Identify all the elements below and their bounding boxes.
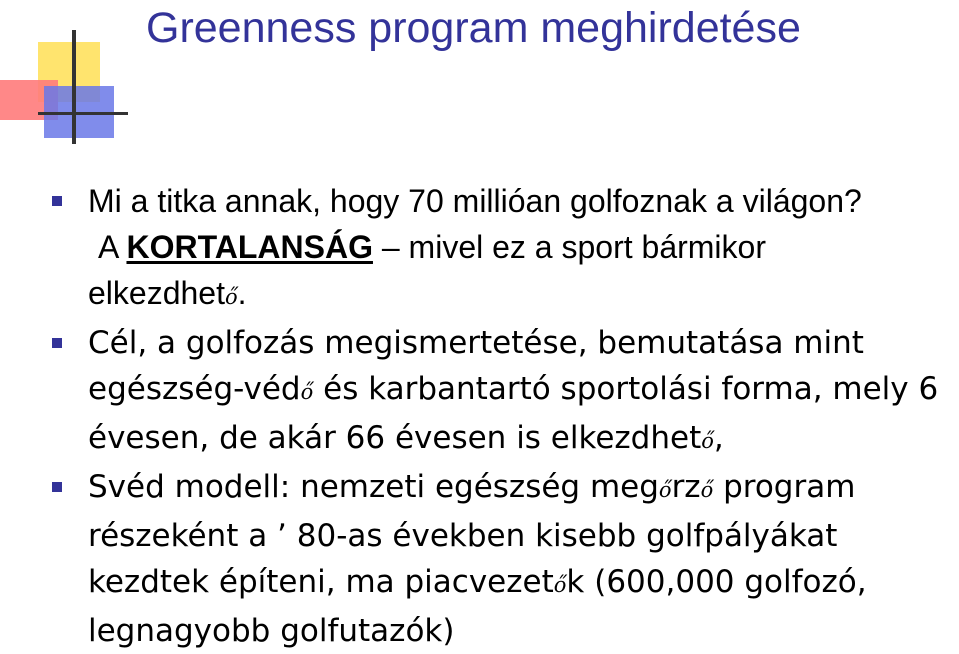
bullet-list	[48, 178, 953, 654]
slide-title: Greenness program meghirdetése	[146, 4, 801, 52]
text-line: Mi a titka annak, hogy 70 millióan golfoznak a világon?	[88, 183, 862, 219]
text-line: A KORTALANSÁG – mivel ez a sport bármikor	[98, 229, 766, 265]
text-line: kezdtek építeni, ma piacvezetők (600,000 golfozó,	[88, 564, 867, 600]
decorative-corner-graphic	[0, 0, 140, 150]
text-line: legnagyobb golfutazók)	[88, 613, 455, 649]
text-line: évesen, de akár 66 évesen is elkezdhető,	[88, 420, 724, 456]
text-line: egészség-védő és karbantartó sportolási forma, mely 6	[88, 371, 939, 407]
square-bullet-icon	[52, 196, 62, 206]
text-line: részeként a ’ 80-as években kisebb golfpályákat	[88, 518, 838, 554]
square-bullet-icon	[52, 338, 62, 348]
square-bullet-icon	[52, 482, 62, 492]
bullet-item	[48, 464, 953, 654]
bullet-item	[48, 178, 953, 320]
emphasis-text: KORTALANSÁG	[126, 229, 373, 265]
text-line: elkezdhető.	[88, 275, 247, 311]
bullet-item	[48, 320, 953, 464]
text-line: Svéd modell: nemzeti egészség megőrző program	[88, 469, 856, 505]
text-line: Cél, a golfozás megismertetése, bemutatása mint	[88, 325, 864, 361]
